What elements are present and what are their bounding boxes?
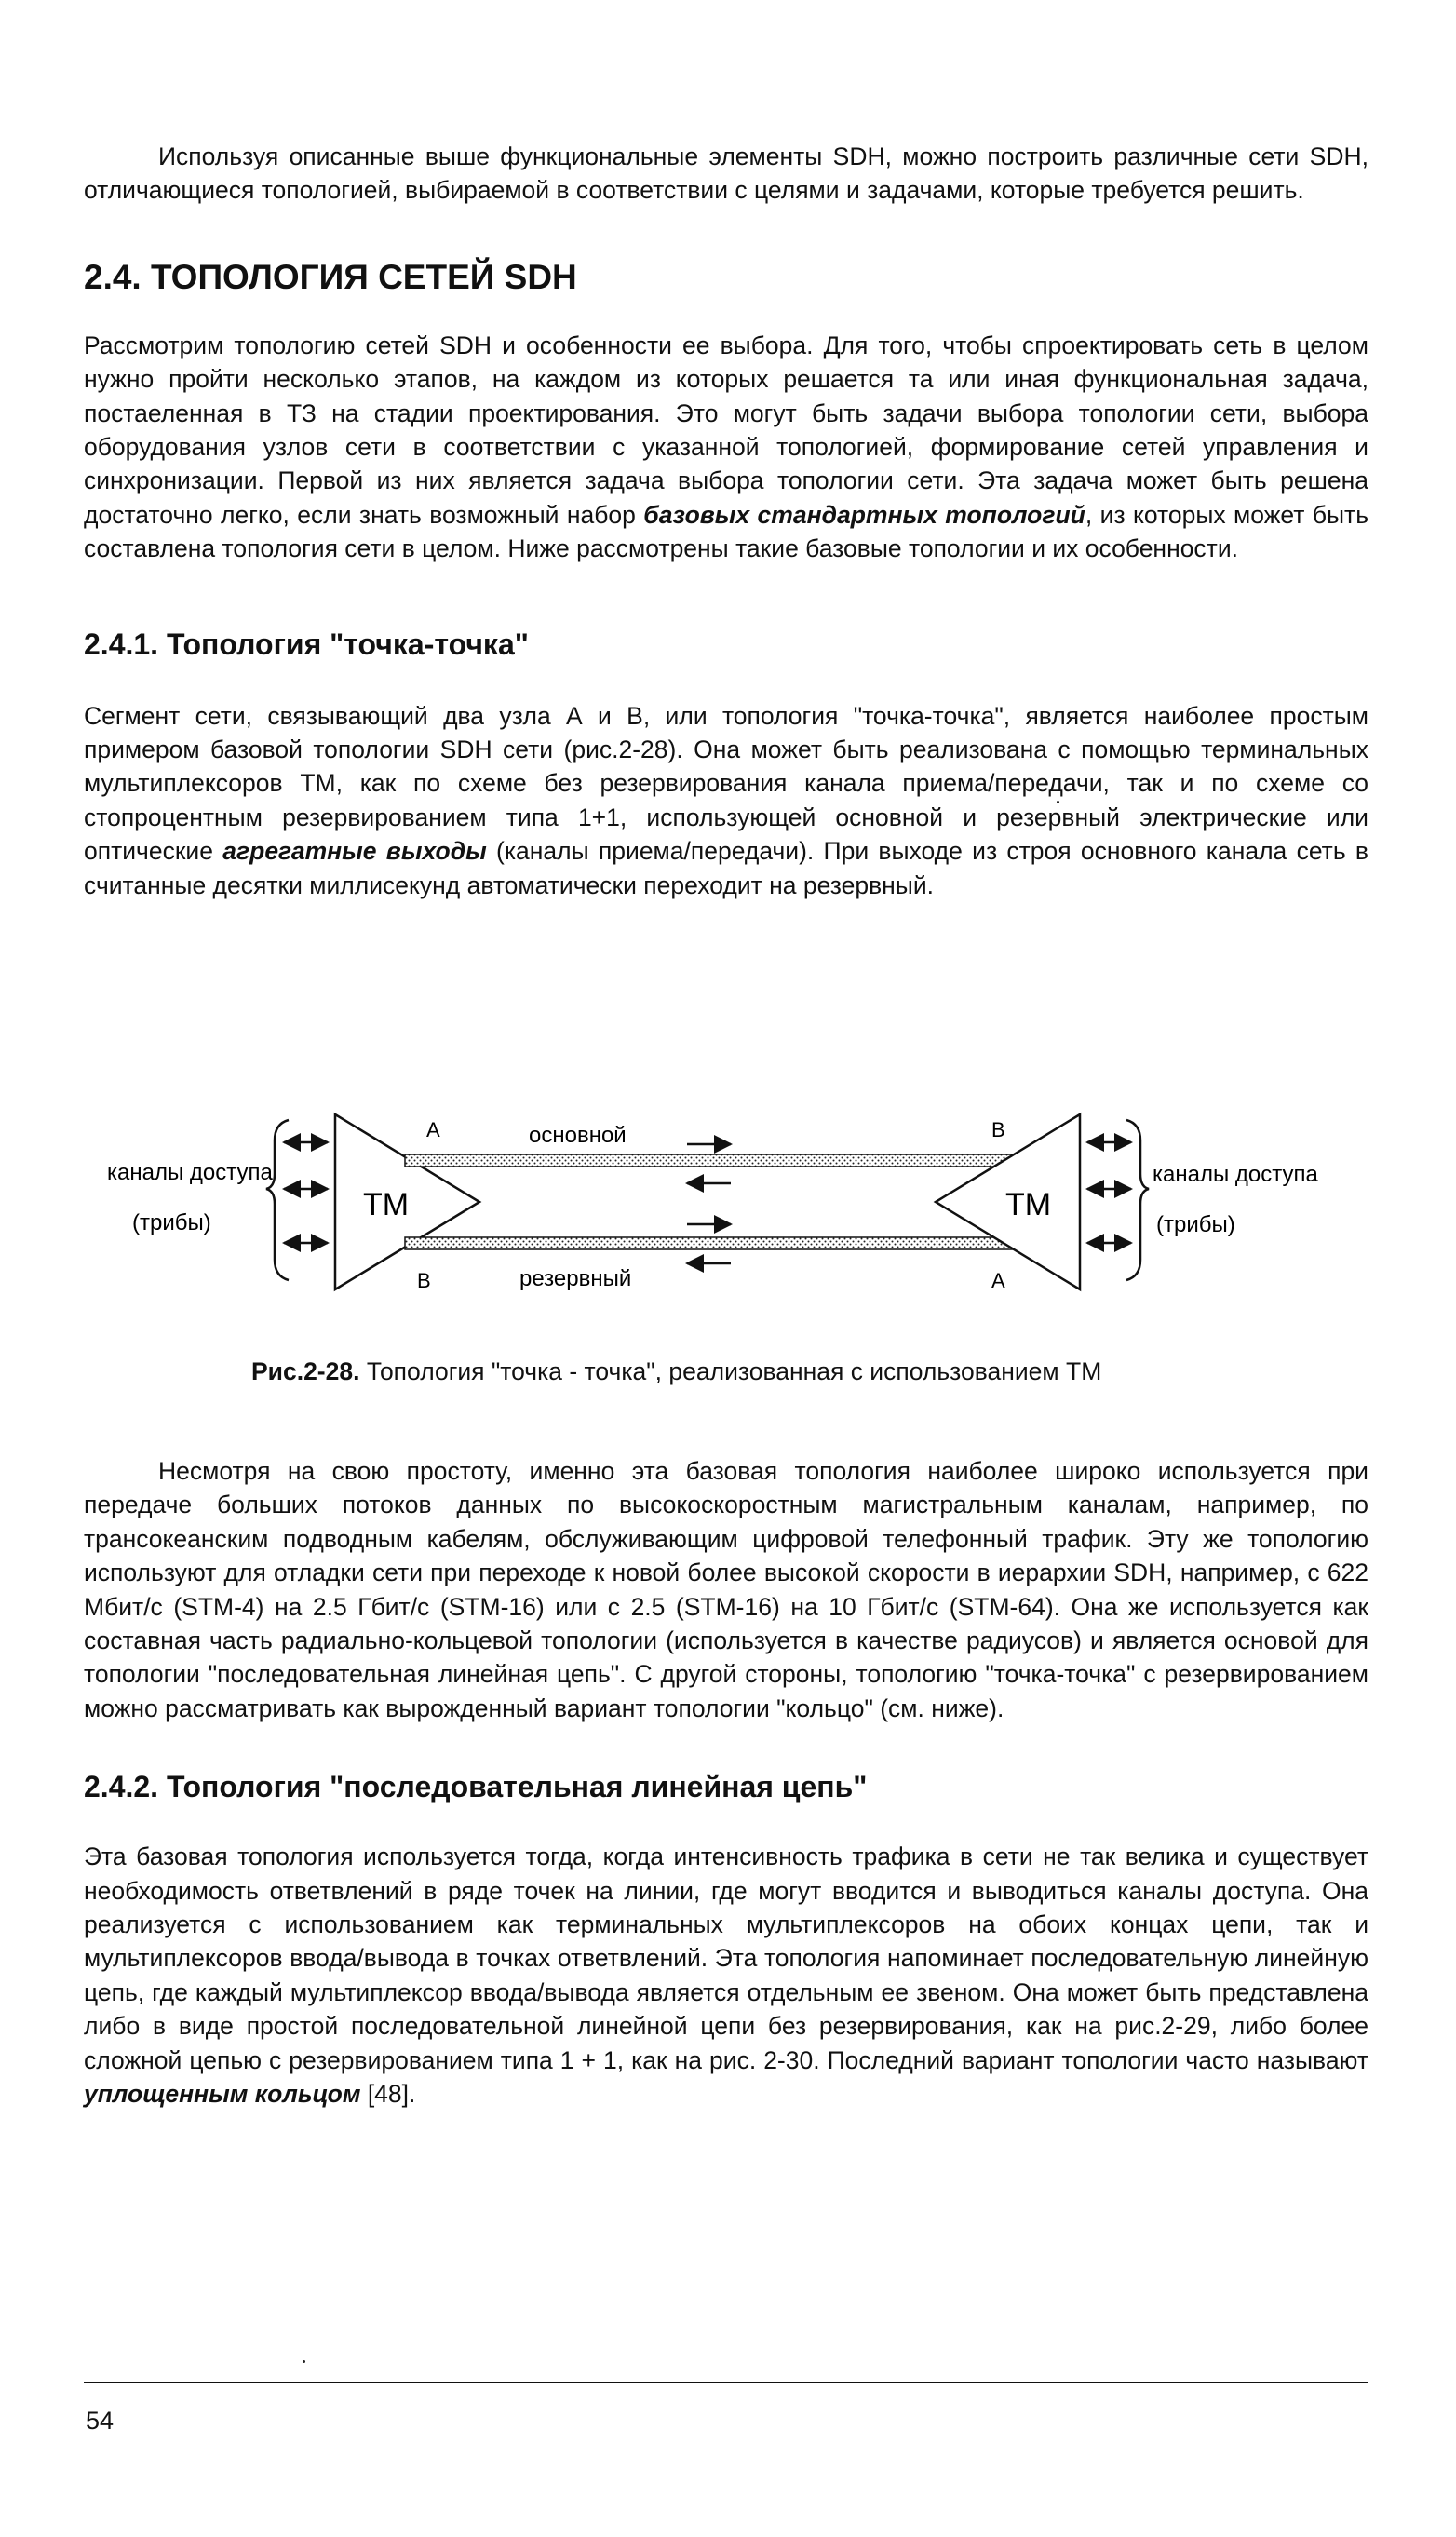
figure-caption-number: Рис.2-28. xyxy=(251,1357,360,1385)
right-access-label: каналы доступа xyxy=(1153,1162,1318,1187)
left-bottom-letter: В xyxy=(417,1269,431,1292)
left-tribs-label: (трибы) xyxy=(132,1210,211,1235)
subsection-1-emphasis: агрегатные выходы xyxy=(222,837,487,866)
right-tribs-label: (трибы) xyxy=(1156,1212,1235,1237)
speck xyxy=(1057,801,1059,803)
figure-caption xyxy=(251,1357,1101,1386)
intro-paragraph: Используя описанные выше функциональные элементы SDH, можно построить различные сети SDH, отличающиеся топологией, выбираемой в соответствии с целями и задачами, которые требуется решить. xyxy=(84,142,1368,205)
footer-rule xyxy=(84,2382,1368,2383)
section-paragraph xyxy=(84,329,1368,566)
left-brace xyxy=(266,1120,289,1280)
speck xyxy=(303,2360,305,2363)
right-bottom-letter: А xyxy=(991,1269,1005,1292)
figure-caption-text: Топология "точка - точка", реализованная с использованием ТМ xyxy=(359,1357,1102,1385)
subsection-1-paragraph xyxy=(84,699,1368,902)
section-paragraph-emphasis: базовых стандартных топологий xyxy=(643,500,1085,529)
main-line-label: основной xyxy=(529,1123,627,1148)
subsection-2-paragraph xyxy=(84,1840,1368,2111)
section-title: 2.4. ТОПОЛОГИЯ СЕТЕЙ SDH xyxy=(84,257,577,296)
page-body xyxy=(84,140,1368,902)
section-paragraph-text-2: , из которых может быть составлена топология сети в целом. Ниже рассмотрены такие базовые топологии и их особенности. xyxy=(84,500,1368,563)
subsection-2-text-2: [48]. xyxy=(360,2080,416,2109)
left-top-letter: А xyxy=(426,1118,440,1141)
tm-left-label: ТМ xyxy=(363,1187,410,1222)
after-figure-paragraph: Несмотря на свою простоту, именно эта базовая топология наиболее широко используется при передаче больших потоков данных по высокоскоростным магистральным каналам, например, по трансокеанским подводным кабелям, обслуживающим цифровой телефонный трафик. Эту же топологию используют для отладки сети при переходе к новой более высокой скорости в иерархии SDH, например, с 622 Мбит/с (STM-4) на 2.5 Гбит/с (STM-16) или с 2.5 (STM-16) на 10 Гбит/с (STM-64). Она же используется как составная часть радиально-кольцевой топологии (используется в качестве радиусов) и является основой для топологии "последовательная линейная цепь". С другой стороны, топологию "точка-точка" с резервированием можно рассматривать как вырожденный вариант топологии "кольцо" (см. ниже). xyxy=(84,1457,1368,1722)
subsection-1-text-1: Сегмент сети, связывающий два узла А и В, или топология "точка-точка", является наиболее простым примером базовой топологии SDH сети (рис.2-28). Она может быть реализована с помощью терминальных мультиплексоров ТМ, как по схеме без резервирования канала приема/передачи, так и по схеме со стопроцентным резервированием типа 1+1, использующей основной и резервный электрические или оптические xyxy=(84,701,1368,866)
subsection-1-text-2: (каналы приема/передачи). При выходе из строя основного канала сеть в считанные десятки миллисекунд автоматически переходит на резервный. xyxy=(84,837,1368,899)
reserve-line xyxy=(405,1237,1071,1249)
page-body-lower xyxy=(84,1454,1368,2112)
right-access-arrows xyxy=(1087,1142,1131,1243)
topology-figure xyxy=(84,1103,1318,1317)
left-access-label: каналы доступа xyxy=(107,1160,273,1185)
page-number: 54 xyxy=(86,2407,115,2435)
reserve-line-label: резервный xyxy=(519,1266,632,1291)
subsection-2-title: 2.4.2. Топология "последовательная линейная цепь" xyxy=(84,1770,868,1804)
left-access-arrows xyxy=(284,1142,328,1243)
subsection-1-title: 2.4.1. Топология "точка-точка" xyxy=(84,627,529,661)
main-line xyxy=(405,1154,1071,1167)
right-top-letter: В xyxy=(991,1118,1005,1141)
tm-right-label: ТМ xyxy=(1005,1187,1052,1222)
section-paragraph-text-1: Рассмотрим топологию сетей SDH и особенности ее выбора. Для того, чтобы спроектировать сеть в целом нужно пройти несколько этапов, на каждом из которых решается та или иная функциональная задача, постаеленная в ТЗ на стадии проектирования. Это могут быть задачи выбора топологии сети, выбора оборудования узлов сети в соответствии с указанной топологией, формирование сетей управления и синхронизации. Первой из них является задача выбора топологии сети. Эта задача может быть решена достаточно легко, если знать возможный набор xyxy=(84,331,1368,529)
right-brace xyxy=(1126,1120,1149,1280)
subsection-2-text-1: Эта базовая топология используется тогда, когда интенсивность трафика в сети не так велика и существует необходимость ответвлений в ряде точек на линии, где могут вводится и выводиться каналы доступа. Она реализуется с использованием как терминальных мультиплексоров на обоих концах цепи, так и мультиплексоров ввода/вывода в точках ответвлений. Эта топология напоминает последовательную линейную цепь, где каждый мультиплексор ввода/вывода является отдельным ее звеном. Она может быть представлена либо в виде простой последовательной линейной цепи без резервирования, как на рис.2-29, либо более сложной цепью с резервированием типа 1 + 1, как на рис. 2-30. Последний вариант топологии часто называют xyxy=(84,1842,1368,2074)
subsection-2-emphasis: уплощенным кольцом xyxy=(84,2080,361,2109)
